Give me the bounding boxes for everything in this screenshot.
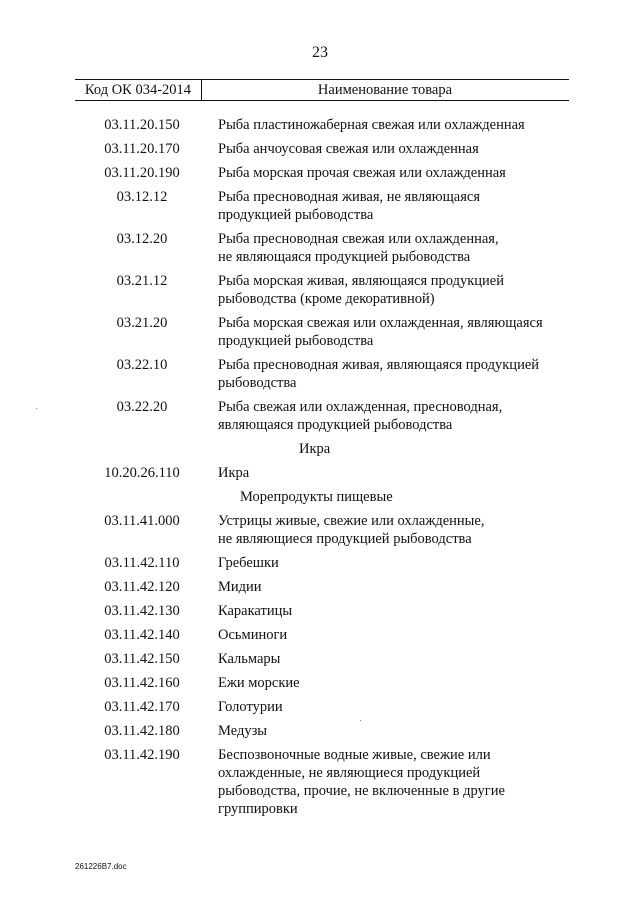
page-number: 23: [312, 44, 328, 61]
row-code: 03.11.42.180: [104, 723, 180, 739]
table-body: [0, 116, 640, 824]
row-code: 10.20.26.110: [104, 465, 180, 481]
table-row: [0, 602, 640, 620]
table-row: [0, 746, 640, 818]
table-row: [0, 650, 640, 668]
row-name: Рыба пресноводная живая, не являющаяся продукцией рыбоводства: [218, 189, 480, 223]
section-heading-seafood: Морепродукты пищевые: [240, 489, 393, 505]
table-header: [75, 79, 569, 101]
scan-speck: [360, 720, 361, 721]
table-row: [0, 140, 640, 158]
row-name: Беспозвоночные водные живые, свежие или охлажденные, не являющиеся продукцией рыбоводства, прочие, не включенные в другие группировки: [218, 747, 505, 817]
row-code: 03.11.20.190: [104, 165, 180, 181]
table-row: [0, 512, 640, 548]
row-code: 03.11.42.140: [104, 627, 180, 643]
row-code: 03.11.20.150: [104, 117, 180, 133]
table-row: [0, 314, 640, 350]
row-code: 03.21.20: [116, 315, 168, 331]
table-row: [0, 674, 640, 692]
row-name: Рыба пресноводная свежая или охлажденная, не являющаяся продукцией рыбоводства: [218, 231, 499, 265]
row-name: Рыба морская живая, являющаяся продукцией рыбоводства (кроме декоративной): [218, 273, 504, 307]
row-code: 03.11.42.160: [104, 675, 180, 691]
table-row: [0, 554, 640, 572]
row-code: 03.12.20: [116, 231, 168, 247]
row-name: Осьминоги: [218, 627, 288, 643]
table-row: [0, 578, 640, 596]
table-row: [0, 188, 640, 224]
row-code: 03.21.12: [116, 273, 168, 289]
header-name: Наименование товара: [317, 82, 453, 98]
row-name: Мидии: [218, 579, 262, 595]
section-heading-caviar: Икра: [299, 441, 331, 457]
row-code: 03.11.42.150: [104, 651, 180, 667]
row-name: Икра: [218, 465, 250, 481]
row-name: Рыба морская свежая или охлажденная, являющаяся продукцией рыбоводства: [218, 315, 543, 349]
row-code: 03.22.10: [116, 357, 168, 373]
scan-speck: [36, 408, 37, 409]
table-row: [0, 698, 640, 716]
row-name: Устрицы живые, свежие или охлажденные, не являющиеся продукцией рыбоводства: [218, 513, 485, 547]
row-code: 03.11.42.110: [104, 555, 180, 571]
row-code: 03.22.20: [116, 399, 168, 415]
table-row: [0, 722, 640, 740]
row-name: Гребешки: [218, 555, 279, 571]
row-name: Рыба свежая или охлажденная, пресноводная, являющаяся продукцией рыбоводства: [218, 399, 503, 433]
table-row: [0, 464, 640, 482]
table-row: [0, 230, 640, 266]
table-row: [0, 116, 640, 134]
row-name: Рыба морская прочая свежая или охлажденная: [218, 165, 506, 181]
row-name: Ежи морские: [218, 675, 300, 691]
row-name: Рыба пластиножаберная свежая или охлажденная: [218, 117, 525, 133]
table-row: [0, 272, 640, 308]
row-code: 03.11.42.170: [104, 699, 180, 715]
document-filename: 261226B7.doc: [75, 862, 127, 871]
row-name: Рыба анчоусовая свежая или охлажденная: [218, 141, 479, 157]
row-code: 03.11.41.000: [104, 513, 180, 529]
table-row: [0, 626, 640, 644]
row-code: 03.11.42.130: [104, 603, 180, 619]
header-code: Код ОК 034-2014: [75, 80, 202, 100]
row-code: 03.12.12: [116, 189, 168, 205]
table-row: [0, 356, 640, 392]
row-code: 03.11.20.170: [104, 141, 180, 157]
row-code: 03.11.42.190: [104, 747, 180, 763]
row-code: 03.11.42.120: [104, 579, 180, 595]
table-row: [0, 398, 640, 434]
row-name: Медузы: [218, 723, 268, 739]
row-name: Рыба пресноводная живая, являющаяся продукцией рыбоводства: [218, 357, 540, 391]
table-row: [0, 164, 640, 182]
row-name: Голотурии: [218, 699, 283, 715]
row-name: Каракатицы: [218, 603, 293, 619]
row-name: Кальмары: [218, 651, 281, 667]
